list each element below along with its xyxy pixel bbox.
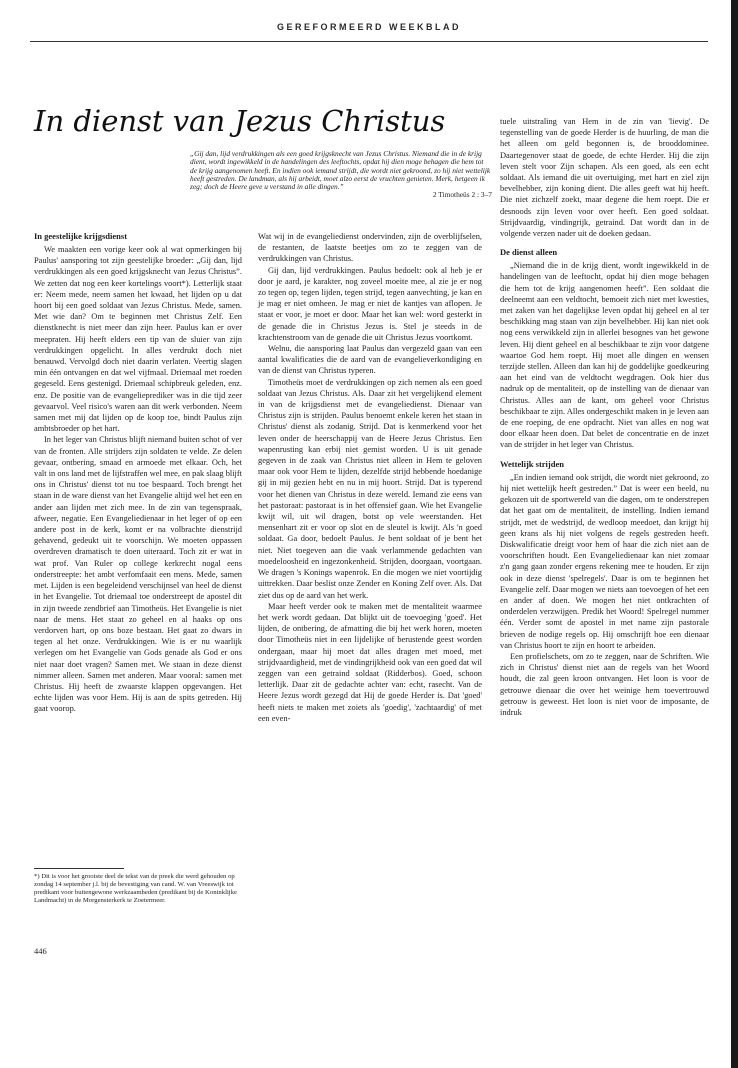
section-heading: Wettelijk strijden xyxy=(500,458,564,469)
motto-text: „Gij dan, lijd verdrukkingen als een goed krijgsknecht van Jezus Christus. Niemand die in de krijg dient, wordt ingewikkeld in de handelingen des leeftochts, opdat hij dien moge behagen die hem tot de krijg aangenomen heeft. En indien ook iemand strijdt, die wordt niet gekroond, zo hij niet wettelijk heeft gestreden. De landman, als hij arbeidt, moet alzo eerst de vruchten genieten. Merk, hetgeen ik zeg; doch de Heere geve u verstand in alle dingen.” xyxy=(190,149,491,192)
paragraph: Een profielschets, om zo te zeggen, naar de Schriften. Wie zich in Christus' dienst niet aan de regels van het Woord houdt, die zal geen kroon ontvangen. Het loon is voor de getrouwe dienaar die over het weinige hem toevertrouwd getrouw is geweest. Het loon is niet voor de imposante, de indruk xyxy=(500,651,709,717)
column-right xyxy=(500,116,709,718)
publication-header: GEREFORMEERD WEEKBLAD xyxy=(276,22,461,32)
section-heading: De dienst alleen xyxy=(500,247,558,258)
article-title: In dienst van Jezus Christus xyxy=(34,104,446,138)
paragraph: „En indien iemand ook strijdt, die wordt niet gekroond, zo hij niet wettelijk heeft gestreden.” Dat is weer een beeld, nu gekozen uit de sportwereld van die dagen, om te onderstrepen dat het gaat om de mentaliteit, de instelling. Indien iemand strijdt, met de wedstrijd, de wedloop meedoet, dan krijgt hij geen krans als hij niet volgens de regels gestreden heeft. Diskwalificatie dreigt voor hem of haar die zich niet aan de voorschriften houdt. Een Evangeliedienaar kan niet zomaar z'n gang gaan zonder ergens rekening mee te houden. Er zijn ook in deze dienst 'spelregels'. Daar is om te beginnen het Evangelie zelf. Daar mogen we niets aan toevoegen of het een en ander af doen. We mogen het niet ontkrachten of onderdelen verzwijgen. Predik het Woord! Spelregel nummer één. Verder somt de apostel in met name zijn pastorale brieven de nodige regels op. Hij omschrijft hoe een dienaar van Christus hoort te zijn en hoort te arbeiden. xyxy=(500,472,709,650)
paragraph: In het leger van Christus blijft niemand buiten schot of ver van de fronten. Alle strijders zijn soldaten te velde. Ze delen gevaar, ontbering, smaad en armoede met elkaar. Och, het valt in ons land met de lijfstraffen wel mee, en pak slaag blijft ons in Christus' dienst tot nu toe bespaard. Toch brengt het staan in de ware dienst van het Evangelie altijd wel het een en ander aan lijden met zich mee. In de zin van tegenspraak, afweer, negatie. Een Evangeliedienaar in het leger of op een andere post in de kerk, komt er na volbrachte dienstrijd gehavend, gedeukt uit te voorschijn. We moeten oppassen overdreven dramatisch te doen uiteraard. Toch zit er wat in wat prof. Van Ruler op college kerkrecht nogal eens onderstreepte: het ambt verfomfaait een mens. Mede, samen met. Lijden is een begeleidend verschijnsel van heel de dienst in het Evangelie. Tot driemaal toe onderstreept de apostel dit in zijn tweede zendbrief aan Timotheüs. Het Evangelie is niet naar de mens. Het staat zo geheel en al haaks op ons verdorven hart, op ons boze bestaan. Het gaat zo dwars in tegen al het onze. Verdrukkingen. Wie is er nu waarlijk verlegen om het Evangelie van Gods genade als God er ons niet naar doet vragen? Samen met. We staan in deze dienst nimmer alleen. Samen met anderen. Maar vooral: samen met Christus. Hij heeft de zwaarste klappen opgevangen. Het echte lijden was voor Hem. Hij is aan de spits getreden. Hij gaat voorop. xyxy=(34,435,242,714)
column-left xyxy=(34,231,242,715)
paragraph: Wat wij in de evangeliedienst ondervinden, zijn de overblijfselen, de restanten, de laatste beetjes om zo te zeggen van de verdrukkingen van Christus. xyxy=(258,232,482,264)
paragraph: Maar heeft verder ook te maken met de mentaliteit waarmee het werk wordt gedaan. Dat blijkt uit de toevoeging 'goed'. Het lijden, de ontbering, de afmatting die bij het werk horen, moeten door Timotheüs niet in een lijdelijke of berustende geest worden ondergaan, maar hij moet dat alles dragen met moed, met strijdvaardigheid, met de vindingrijkheid ook van een goed dat wil zeggen van een getraind soldaat (Ridderbos). Goed, schoon letterlijk. Daar zit de gedachte achter van: echt, rasecht. Van de Heere Jezus wordt gezegd dat Hij de goede Herder is. Dat 'goed' heeft niets te maken met zoiets als 'goedig', 'zachtaardig' of met een even- xyxy=(258,601,482,723)
paragraph: tuele uitstraling van Hem in de zin van 'lievig'. De tegenstelling van de goede Herder is de huurling, de man die het alleen om geld begonnen is, de brooddominee. Daartegenover staat de goede, de echte Herder. Hij die zijn leven stelt voor Zijn schapen. Als een goed, als een echt soldaat. Als iemand die uit overtuiging, met hart en ziel zijn bevelhebber, zijn koning dient. Die alles geeft wat hij heeft. Die niet zichzelf zoekt, maar degene die hem roept. Die er desnoods zijn leven voor over heeft. Een goed soldaat. Strijdvaardig, vindingrijk, getraind. Dat wordt dan in de volgende verzen nader uit de doeken gedaan. xyxy=(500,117,709,239)
scripture-motto xyxy=(190,150,492,200)
paragraph: Welnu, die aansporing laat Paulus dan vergezeld gaan van een aantal kwalificaties die de aard van de evangelieverkondiging en van de dienst van Christus typeren. xyxy=(258,344,482,376)
paragraph: Gij dan, lijd verdrukkingen. Paulus bedoelt: ook al heb je er door je aard, je karakter, nog zoveel moeite mee, al zie je er nog zo tegen op, tegen lijden, tegen strijd, tegen aanvechting, je kan en je mag er niet omheen. Je mag er niet de kantjes van aflopen. Je staat er voor, je moet er door. Maar het kan wel: word gesterkt in de genade die in Christus Jezus is. Stel je steeds in de krachtenstroom van de genade die uit Christus Jezus voortkomt. xyxy=(258,265,482,342)
column-middle xyxy=(258,231,482,724)
footnote: *) Dit is voor het grootste deel de tekst van de preek die werd gehouden op zondag 14 september j.l. bij de bevestiging van cand. W. van Vreeswijk tot predikant voor buitengewone werkzaamheden (predikant bij de Koninklijke Landmacht) in de Morgensterkerk te Zoetermeer. xyxy=(34,873,237,904)
paragraph: „Niemand die in de krijg dient, wordt ingewikkeld in de handelingen van de leeftocht, opdat hij dien moge behagen die hem tot de krijg aangenomen heeft”. Een soldaat die deelneemt aan een veldtocht, bemoeit zich niet met kwesties, met zaken van het dagelijkse leven opdat hij geheel en al ter beschikking mag staan van zijn bevelhebber. Hij kan niet ook nog eens verwikkeld zijn in allerlei besognes van het gewone leven. Hij dient geheel en al beschikbaar te zijn voor datgene waartoe God hem roept. Hij moet alle dingen en wensen terzijde stellen. Alleen dan kan hij de goddelijke goedkeuring aan het eind van de veldtocht wegdragen. Ook hier dus nadruk op de mentaliteit, op de instelling van de dienaar van Christus. Alles aan de kant, om geheel voor Christus beschikbaar te zijn. Alles ondergeschikt maken in je leven aan de ene roeping, de ene opdracht. Niet van alles en nog wat door elkaar heen doen. Dat belet de concentratie en de inzet van de strijder in het leger van Christus. xyxy=(500,261,709,450)
section-heading: In geestelijke krijgsdienst xyxy=(34,231,128,241)
paragraph: We maakten een vorige keer ook al wat opmerkingen bij Paulus' aansporing tot zijn geestelijke broeder: „Gij dan, lijd verdrukkingen als een goed krijgsknecht van Jezus Christus”. We zetten dat nog een keer kortelings voort*). Letterlijk staat er: Neem mede, neem samen het kwaad, het lijden op u dat hoort bij een goed soldaat van Jezus Christus. Mede, samen. Met wie dan? Om te beginnen met Christus Zelf. Een dienstknecht is niet meer dan zijn heer. Paulus kan er over meepraten. Hij heeft elders een tip van de sluier van zijn verdrukkingen opgelicht. In alles verdrukt doch niet benauwd. Vervolgd doch niet daarin verlaten. Veertig slagen min één ontvangen en dat wel vijfmaal. Driemaal met roeden gegeseld. Eens gestenigd. Driemaal schipbreuk geleden, enz. enz. De positie van de evangelieprediker was in die tijd zeer gevaarvol. Veel risico's waren aan dit werk verbonden. Neem samen met mij dat lijden op de koop toe, bindt Paulus zijn ambtsbroeder op het hart. xyxy=(34,245,242,434)
paragraph: Timotheüs moet de verdrukkingen op zich nemen als een goed soldaat van Jezus Christus. Als. Daar zit het vergelijkend element in van de krijgsdienst met de evangeliedienst. Dienaar van Christus zijn is strijden. Paulus benoemt enkele keren het staan in Christus' dienst als zodanig. Strijd. Dat is kenmerkend voor het leven onder de heerschappij van de Heere Jezus Christus. Een wapenrusting kan erbij niet gemist worden. U is uit genade gegeven in de zaak van Christus niet alleen in Hem te geloven maar ook voor Hem te lijden, dezelfde strijd hebbende hoedanige gij in mij gezien hebt en nu in mij hoort. Strijd. Dat is typerend voor het dienen van Christus in deze wereld. Iemand zie eens van het pastoraat: pastoraat is in het offensief gaan. Wie het Evangelie kwijt wil, uit wil dragen, botst op vele weerstanden. Het mensenhart zit er voor op slot en de sleutel is kwijt. Als 'n goed soldaat. Ga door, bedoelt Paulus. Je bent soldaat of je bent het niet. Niet toegeven aan die vaak verlammende gedachten van moedeloosheid en ingezonkenheid. Strijden, doorgaan, voortgaan. We dragen 's Konings wapenrok. En die mogen we niet voortijdig uittrekken. Daar beslist onze Zender en Koning Zelf over. Als. Dat ziet dus op de aard van het werk. xyxy=(258,377,482,600)
footnote-rule xyxy=(34,868,124,869)
motto-reference: 2 Timotheüs 2 : 3–7 xyxy=(432,190,492,200)
scan-edge xyxy=(731,0,738,1068)
page-number: 446 xyxy=(34,946,47,956)
header-rule xyxy=(30,41,708,42)
